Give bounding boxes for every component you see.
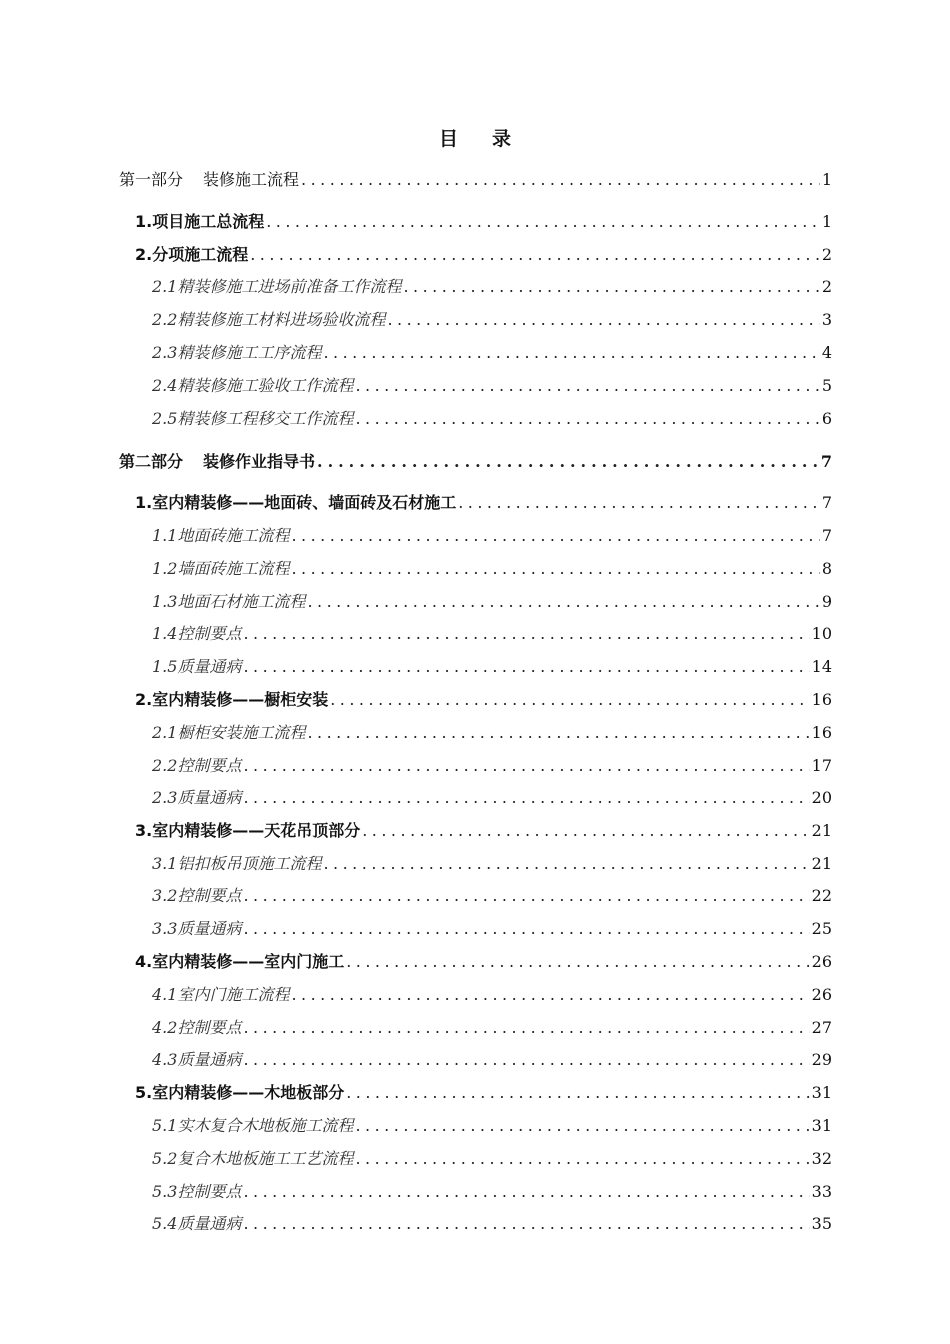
toc-subsection-entry[interactable]: [152, 407, 832, 431]
toc-dot-leader: [362, 819, 809, 843]
toc-entry-label: 3.3质量通病: [152, 919, 242, 938]
toc-dot-leader: [403, 275, 819, 299]
toc-entry-label: 3.2控制要点: [152, 886, 242, 905]
toc-dot-leader: [243, 655, 809, 679]
toc-entry-label: 5.2复合木地板施工工艺流程: [152, 1149, 354, 1168]
toc-page-number: 10: [811, 624, 832, 643]
toc-dot-leader: [323, 852, 809, 876]
toc-entry-label: 2.5精装修工程移交工作流程: [152, 409, 354, 428]
toc-subsection-entry[interactable]: [152, 655, 832, 679]
toc-dot-leader: [355, 407, 819, 431]
toc-dot-leader: [291, 557, 819, 581]
toc-page-number: 27: [811, 1018, 832, 1037]
toc-subsection-entry[interactable]: [152, 557, 832, 581]
toc-dot-leader: [301, 168, 820, 192]
toc-entry-label: 5.4质量通病: [152, 1214, 242, 1233]
toc-entry-label: 3.室内精装修——天花吊顶部分: [135, 821, 361, 840]
toc-subsection-entry[interactable]: [152, 341, 832, 365]
toc-subsection-entry[interactable]: [152, 917, 832, 941]
toc-section-entry[interactable]: [135, 1081, 832, 1105]
toc-dot-leader: [323, 341, 819, 365]
toc-subsection-entry[interactable]: [152, 1048, 832, 1072]
toc-dot-leader: [387, 308, 819, 332]
toc-section-entry[interactable]: [135, 243, 832, 267]
toc-entry-label: 1.项目施工总流程: [135, 212, 265, 231]
toc-entry-label: 4.2控制要点: [152, 1018, 242, 1037]
toc-dot-leader: [250, 243, 820, 267]
toc-subsection-entry[interactable]: [152, 1180, 832, 1204]
toc-page-number: 1: [821, 170, 832, 189]
toc-part-number: 第一部分: [119, 170, 184, 189]
toc-entry-label: 1.1地面砖施工流程: [152, 526, 290, 545]
toc-dot-leader: [243, 1212, 809, 1236]
toc-title: [0, 124, 950, 151]
toc-title-right: 录: [492, 128, 512, 150]
toc-dot-leader: [243, 884, 809, 908]
toc-subsection-entry[interactable]: [152, 1212, 832, 1236]
toc-section-entry[interactable]: [135, 210, 832, 234]
toc-page-number: 1: [821, 212, 832, 231]
toc-entry-label: 2.1橱柜安装施工流程: [152, 723, 306, 742]
toc-entry-label: 5.1实木复合木地板施工流程: [152, 1116, 354, 1135]
toc-page-number: 35: [811, 1214, 832, 1233]
toc-page-number: 20: [811, 788, 832, 807]
toc-subsection-entry[interactable]: [152, 622, 832, 646]
toc-section-entry[interactable]: [135, 950, 832, 974]
toc-entry-label: 2.2精装修施工材料进场验收流程: [152, 310, 386, 329]
toc-page-number: 7: [820, 452, 832, 471]
toc-entry-label: 1.3地面石材施工流程: [152, 592, 306, 611]
toc-entry-label: 2.4精装修施工验收工作流程: [152, 376, 354, 395]
toc-section-entry[interactable]: [135, 819, 832, 843]
toc-page-number: 2: [821, 277, 832, 296]
toc-page-number: 14: [811, 657, 832, 676]
toc-entry-label: 5.室内精装修——木地板部分: [135, 1083, 345, 1102]
toc-dot-leader: [458, 491, 820, 515]
toc-page-number: 25: [811, 919, 832, 938]
toc-section-entry[interactable]: [135, 491, 832, 515]
toc-dot-leader: [243, 754, 809, 778]
toc-dot-leader: [243, 917, 809, 941]
toc-dot-leader: [346, 1081, 809, 1105]
toc-subsection-entry[interactable]: [152, 1114, 832, 1138]
toc-subsection-entry[interactable]: [152, 275, 832, 299]
toc-subsection-entry[interactable]: [152, 590, 832, 614]
toc-dot-leader: [243, 786, 809, 810]
toc-subsection-entry[interactable]: [152, 1147, 832, 1171]
toc-page-number: 26: [811, 985, 832, 1004]
toc-dot-leader: [243, 1048, 809, 1072]
toc-page-number: 17: [811, 756, 832, 775]
toc-page-number: 31: [811, 1083, 832, 1102]
toc-subsection-entry[interactable]: [152, 884, 832, 908]
toc-dot-leader: [291, 983, 809, 1007]
toc-subsection-entry[interactable]: [152, 721, 832, 745]
toc-page-number: 8: [821, 559, 832, 578]
toc-dot-leader: [307, 721, 809, 745]
toc-page-number: 16: [811, 690, 832, 709]
toc-section-entry[interactable]: [135, 688, 832, 712]
toc-page-number: 6: [821, 409, 832, 428]
toc-entry-label: 4.3质量通病: [152, 1050, 242, 1069]
toc-dot-leader: [355, 1147, 809, 1171]
toc-subsection-entry[interactable]: [152, 308, 832, 332]
toc-dot-leader: [355, 1114, 809, 1138]
toc-dot-leader: [243, 1016, 809, 1040]
toc-entry-label: 2.分项施工流程: [135, 245, 249, 264]
toc-dot-leader: [307, 590, 819, 614]
toc-part-title: 装修施工流程: [203, 170, 300, 189]
toc-page-number: 2: [821, 245, 832, 264]
toc-page-number: 21: [811, 821, 832, 840]
toc-subsection-entry[interactable]: [152, 524, 832, 548]
toc-dot-leader: [346, 950, 809, 974]
toc-page-number: 4: [821, 343, 832, 362]
toc-page-number: 5: [821, 376, 832, 395]
toc-subsection-entry[interactable]: [152, 754, 832, 778]
toc-dot-leader: [291, 524, 819, 548]
toc-page-number: 33: [811, 1182, 832, 1201]
toc-entry-label: 3.1铝扣板吊顶施工流程: [152, 854, 322, 873]
toc-dot-leader: [355, 374, 819, 398]
toc-entry-label: 1.5质量通病: [152, 657, 242, 676]
toc-page-number: 21: [811, 854, 832, 873]
toc-title-left: 目: [438, 128, 458, 150]
toc-entry-label: 1.室内精装修——地面砖、墙面砖及石材施工: [135, 493, 457, 512]
toc-entry-label: 2.3精装修施工工序流程: [152, 343, 322, 362]
toc-dot-leader: [243, 1180, 809, 1204]
toc-part-entry[interactable]: [119, 168, 832, 192]
toc-subsection-entry[interactable]: [152, 1016, 832, 1040]
toc-entry-label: [119, 168, 299, 192]
toc-dot-leader: [317, 450, 819, 474]
toc-page-number: 7: [821, 493, 832, 512]
toc-subsection-entry[interactable]: [152, 786, 832, 810]
toc-entry-label: 4.1室内门施工流程: [152, 985, 290, 1004]
toc-page-number: 32: [811, 1149, 832, 1168]
toc-part-entry[interactable]: [119, 450, 832, 474]
toc-part-title: 装修作业指导书: [203, 452, 316, 471]
toc-entry-label: 2.室内精装修——橱柜安装: [135, 690, 329, 709]
toc-page-number: 16: [811, 723, 832, 742]
toc-entry-label: 1.2墙面砖施工流程: [152, 559, 290, 578]
toc-dot-leader: [243, 622, 809, 646]
toc-entry-label: 4.室内精装修——室内门施工: [135, 952, 345, 971]
toc-page-number: 9: [821, 592, 832, 611]
toc-part-number: 第二部分: [119, 452, 184, 471]
toc-page-number: 31: [811, 1116, 832, 1135]
toc-entry-label: 5.3控制要点: [152, 1182, 242, 1201]
toc-page-number: 22: [811, 886, 832, 905]
toc-page-number: 29: [811, 1050, 832, 1069]
toc-entry-label: 1.4控制要点: [152, 624, 242, 643]
toc-entry-label: 2.2控制要点: [152, 756, 242, 775]
toc-subsection-entry[interactable]: [152, 374, 832, 398]
toc-entry-label: 2.1精装修施工进场前准备工作流程: [152, 277, 402, 296]
toc-entry-label: [119, 450, 315, 474]
toc-page-number: 3: [821, 310, 832, 329]
toc-entry-label: 2.3质量通病: [152, 788, 242, 807]
toc-page-number: 26: [811, 952, 832, 971]
toc-subsection-entry[interactable]: [152, 983, 832, 1007]
toc-subsection-entry[interactable]: [152, 852, 832, 876]
toc-page-number: 7: [821, 526, 832, 545]
toc-dot-leader: [330, 688, 809, 712]
toc-dot-leader: [266, 210, 820, 234]
